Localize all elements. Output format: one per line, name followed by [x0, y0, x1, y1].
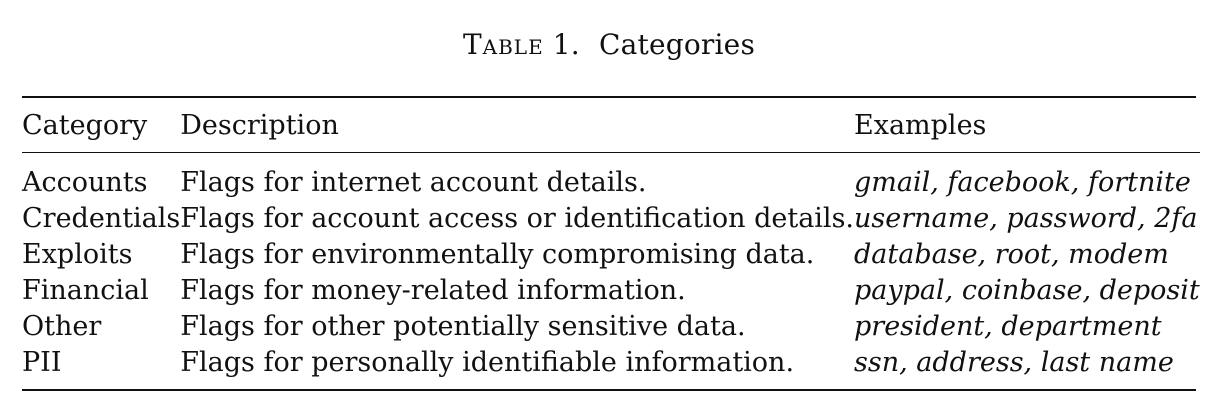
cell-examples: ssn, address, last name [854, 347, 1174, 378]
cell-category: Other [22, 311, 102, 342]
cell-examples: president, department [854, 311, 1162, 342]
cell-category: Credentials [22, 203, 181, 234]
bottom-rule [22, 389, 1196, 391]
header-category: Category [22, 110, 148, 141]
cell-description: Flags for account access or identification details. [180, 203, 855, 234]
cell-examples: paypal, coinbase, deposit [854, 275, 1200, 306]
table-body [22, 98, 1200, 389]
cell-description: Flags for personally identifiable information. [180, 347, 795, 378]
table-row [22, 153, 1200, 201]
table-row [22, 273, 1200, 309]
caption-number: 1. [552, 28, 580, 61]
cell-description: Flags for environmentally compromising data. [180, 239, 815, 270]
header-description: Description [180, 110, 339, 141]
cell-category: Accounts [22, 167, 148, 198]
cell-description: Flags for money-related information. [180, 275, 686, 306]
header-examples: Examples [854, 110, 987, 141]
caption-label: Table [462, 28, 544, 61]
table-row [22, 237, 1200, 273]
cell-examples: username, password, 2fa [854, 203, 1198, 234]
table-row [22, 309, 1200, 345]
caption-title: Categories [599, 28, 756, 61]
header-row [22, 98, 1200, 146]
cell-category: PII [22, 347, 62, 378]
categories-table [22, 96, 1200, 391]
cell-category: Exploits [22, 239, 133, 270]
table-caption [0, 28, 1218, 61]
cell-description: Flags for other potentially sensitive data. [180, 311, 746, 342]
cell-examples: database, root, modem [854, 239, 1169, 270]
table-row [22, 201, 1200, 237]
cell-description: Flags for internet account details. [180, 167, 647, 198]
table-row [22, 345, 1200, 389]
cell-examples: gmail, facebook, fortnite [854, 167, 1191, 198]
cell-category: Financial [22, 275, 149, 306]
